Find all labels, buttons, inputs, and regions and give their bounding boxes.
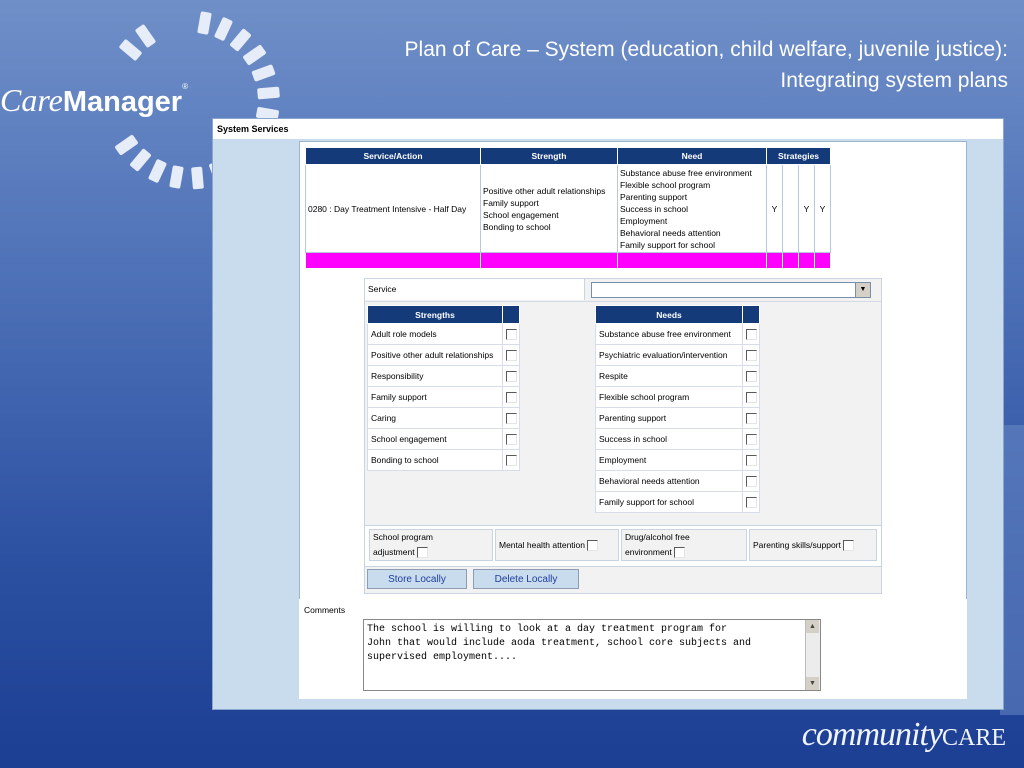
list-item[interactable] [596, 366, 760, 387]
highlight-cell [815, 253, 831, 269]
store-locally-button[interactable]: Store Locally [367, 569, 467, 589]
logo-ring-tick [191, 166, 204, 189]
caremanager-logo [0, 82, 188, 119]
col-header-strength: Strength [481, 148, 618, 165]
need-option-label: Parenting support [596, 408, 743, 429]
strength-option-label: Responsibility [368, 366, 503, 387]
drug-alcohol-checkbox[interactable] [674, 547, 685, 558]
needs-check-header [743, 306, 760, 324]
comments-label: Comments [304, 605, 346, 615]
logo-ring-tick [114, 134, 138, 156]
logo-ring-tick [197, 11, 212, 35]
highlight-cell [783, 253, 799, 269]
list-item[interactable] [368, 324, 520, 345]
need-checkbox[interactable] [746, 350, 757, 361]
services-summary-table [305, 147, 831, 269]
logo-ring-tick [129, 148, 152, 172]
list-item[interactable] [596, 408, 760, 429]
highlight-cell [306, 253, 481, 269]
strength-checkbox[interactable] [506, 350, 517, 361]
list-item[interactable] [596, 492, 760, 513]
strengths-table [367, 305, 520, 471]
strength-checkbox[interactable] [506, 392, 517, 403]
window-title: System Services [217, 124, 289, 134]
strength-option-label: Adult role models [368, 324, 503, 345]
strength-checkbox[interactable] [506, 413, 517, 424]
parenting-skills-checkbox[interactable] [843, 540, 854, 551]
need-option-label: Behavioral needs attention [596, 471, 743, 492]
mental-health-checkbox[interactable] [587, 540, 598, 551]
strength-line: Positive other adult relationships [483, 185, 606, 196]
list-item[interactable] [596, 387, 760, 408]
logo-ring-tick [229, 28, 252, 52]
need-checkbox[interactable] [746, 455, 757, 466]
need-checkbox[interactable] [746, 476, 757, 487]
need-checkbox[interactable] [746, 497, 757, 508]
logo-manager-text: Manager [62, 86, 183, 118]
flag-drug-line1: Drug/alcohol free [625, 532, 690, 542]
need-line: Family support for school [620, 239, 715, 250]
strength-checkbox[interactable] [506, 329, 517, 340]
comments-section [299, 599, 967, 699]
strength-line: Bonding to school [483, 221, 551, 232]
strength-option-label: Family support [368, 387, 503, 408]
need-option-label: Employment [596, 450, 743, 471]
scroll-down-arrow-icon[interactable]: ▼ [806, 677, 819, 690]
need-checkbox[interactable] [746, 371, 757, 382]
strength-option-label: Bonding to school [368, 450, 503, 471]
logo-ring-tick [135, 24, 157, 48]
comments-textarea[interactable] [363, 619, 821, 691]
strategy-cell-2 [783, 165, 799, 253]
strengths-header: Strengths [368, 306, 503, 324]
slide-title-line-2: Integrating system plans [780, 69, 1008, 92]
list-item[interactable] [596, 429, 760, 450]
need-checkbox[interactable] [746, 392, 757, 403]
strength-checkbox[interactable] [506, 455, 517, 466]
list-item[interactable] [596, 471, 760, 492]
action-button-bar [365, 568, 881, 593]
slide-title-line-1: Plan of Care – System (education, child welfare, juvenile justice): [404, 38, 1008, 61]
list-item[interactable] [596, 324, 760, 345]
need-line: Success in school [620, 203, 689, 214]
strength-checkbox[interactable] [506, 371, 517, 382]
list-item[interactable] [368, 345, 520, 366]
flag-parenting-label: Parenting skills/support [753, 540, 841, 550]
scroll-up-arrow-icon[interactable]: ▲ [806, 620, 819, 633]
summary-strength-cell[interactable] [481, 165, 618, 253]
highlight-cell [618, 253, 767, 269]
logo-ring-tick [214, 17, 233, 42]
strategy-flags-row [365, 525, 881, 567]
summary-header-row [306, 148, 831, 165]
logo-registered-mark: ® [182, 82, 188, 91]
dropdown-arrow-icon[interactable]: ▼ [855, 283, 870, 297]
list-item[interactable] [596, 345, 760, 366]
flag-drug-line2: environment [625, 547, 672, 557]
strategy-cell-3: Y [799, 165, 815, 253]
list-item[interactable] [368, 450, 520, 471]
need-line: Flexible school program [620, 179, 711, 190]
brand-care-text: CARE [941, 725, 1006, 751]
need-checkbox[interactable] [746, 329, 757, 340]
logo-ring-tick [148, 158, 167, 183]
strategy-cell-4: Y [815, 165, 831, 253]
highlight-cell [799, 253, 815, 269]
need-line: Parenting support [620, 191, 688, 202]
need-option-label: Psychiatric evaluation/intervention [596, 345, 743, 366]
summary-service-cell[interactable]: 0280 : Day Treatment Intensive - Half Day [306, 165, 481, 253]
summary-need-cell[interactable] [618, 165, 767, 253]
service-editor [364, 278, 882, 594]
strength-line: School engagement [483, 209, 559, 220]
strength-option-label: Caring [368, 408, 503, 429]
community-care-logo [802, 716, 1006, 754]
need-line: Substance abuse free environment [620, 167, 752, 178]
table-row[interactable] [306, 165, 831, 253]
strategy-cell-1: Y [767, 165, 783, 253]
strength-line: Family support [483, 197, 539, 208]
needs-table [595, 305, 760, 513]
comments-text: The school is willing to look at a day treatment program for John that would include aoda treatment, school core subjects and supervised employment.... [367, 624, 752, 663]
logo-ring-tick [242, 44, 266, 66]
need-line: Employment [620, 215, 668, 226]
comments-scrollbar[interactable] [805, 620, 820, 690]
service-select[interactable] [591, 282, 871, 298]
flag-school-line1: School program [373, 532, 434, 542]
list-item[interactable] [596, 450, 760, 471]
list-item[interactable] [368, 429, 520, 450]
logo-care-text: Care [0, 82, 63, 118]
flag-mental-health-attention[interactable] [495, 529, 619, 561]
need-option-label: Family support for school [596, 492, 743, 513]
logo-ring-tick [170, 165, 185, 189]
system-services-window [212, 118, 1004, 710]
logo-ring-tick [252, 64, 276, 82]
delete-locally-button[interactable]: Delete Locally [473, 569, 579, 589]
col-header-strategies: Strategies [767, 148, 831, 165]
need-checkbox[interactable] [746, 434, 757, 445]
logo-ring-tick [119, 39, 143, 62]
highlight-cell [481, 253, 618, 269]
need-checkbox[interactable] [746, 413, 757, 424]
flag-school-program-adjustment[interactable] [369, 529, 493, 561]
list-item[interactable] [368, 408, 520, 429]
list-item[interactable] [368, 366, 520, 387]
need-option-label: Flexible school program [596, 387, 743, 408]
service-label: Service [365, 279, 585, 300]
logo-ring-tick [257, 87, 280, 100]
col-header-need: Need [618, 148, 767, 165]
col-header-service-action: Service/Action [306, 148, 481, 165]
highlight-cell [767, 253, 783, 269]
need-option-label: Substance abuse free environment [596, 324, 743, 345]
flag-drug-alcohol-free[interactable] [621, 529, 747, 561]
window-header [213, 119, 1003, 139]
need-option-label: Respite [596, 366, 743, 387]
flag-school-line2: adjustment [373, 547, 415, 557]
strength-option-label: School engagement [368, 429, 503, 450]
strengths-check-header [503, 306, 520, 324]
strength-option-label: Positive other adult relationships [368, 345, 503, 366]
slide-title [405, 34, 1008, 96]
need-line: Behavioral needs attention [620, 227, 721, 238]
strength-checkbox[interactable] [506, 434, 517, 445]
needs-header: Needs [596, 306, 743, 324]
flag-mental-label: Mental health attention [499, 540, 586, 550]
need-option-label: Success in school [596, 429, 743, 450]
selected-row-highlight[interactable] [306, 253, 831, 269]
list-item[interactable] [368, 387, 520, 408]
school-adjustment-checkbox[interactable] [417, 547, 428, 558]
service-row [365, 279, 881, 302]
flag-parenting-skills[interactable] [749, 529, 877, 561]
brand-community-text: community [801, 716, 942, 753]
